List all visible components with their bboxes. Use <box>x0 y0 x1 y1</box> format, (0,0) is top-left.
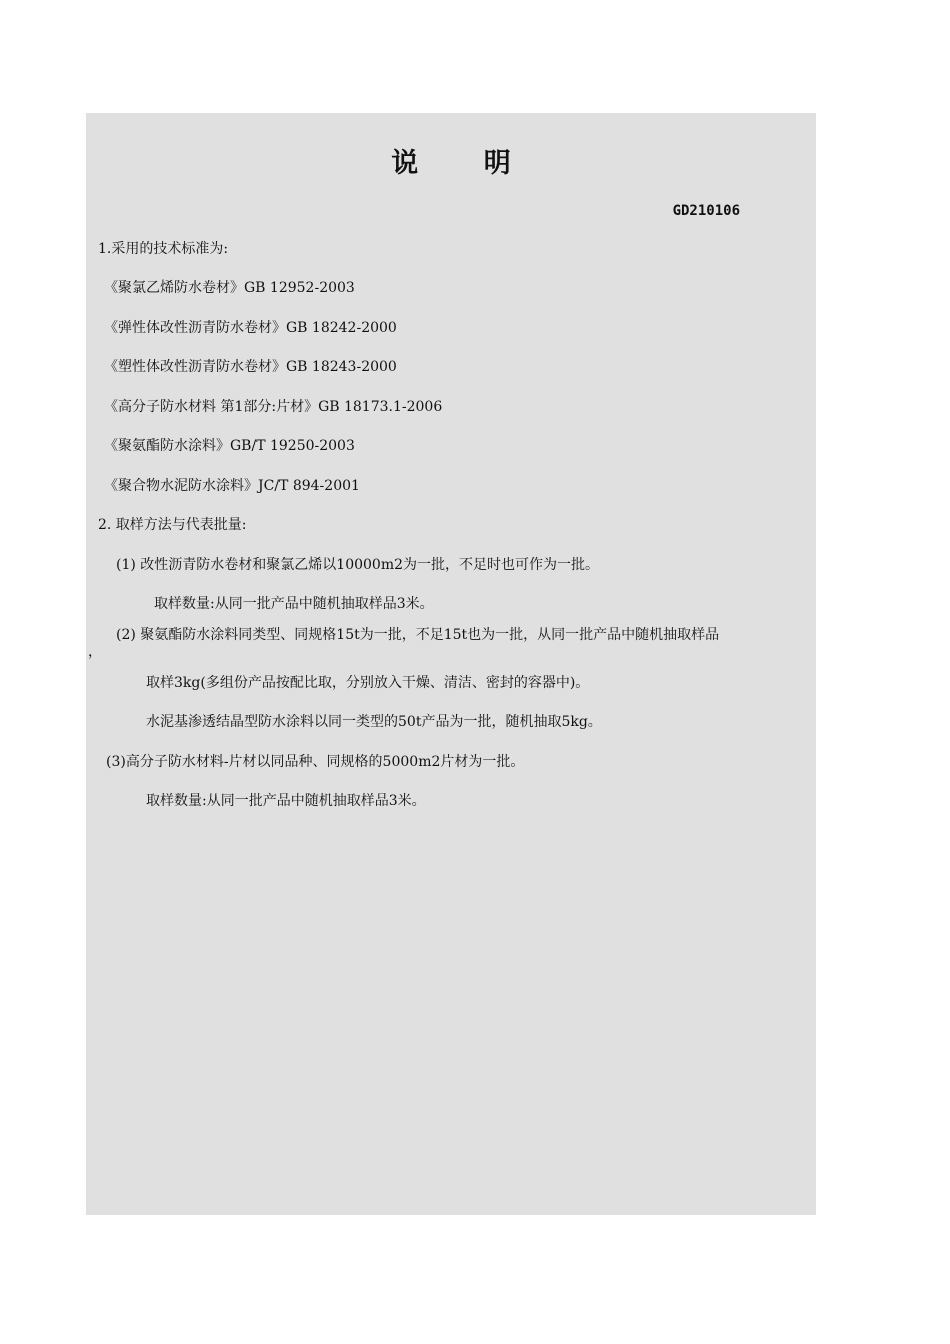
document-code: GD210106 <box>672 203 740 219</box>
sampling-item-2-comma: ， <box>88 644 102 660</box>
standard-item: 《聚合物水泥防水涂料》JC/T 894-2001 <box>104 478 360 494</box>
sampling-item-2-quantity: 取样3kg(多组份产品按配比取，分别放入干燥、清洁、密封的容器中)。 <box>146 675 590 691</box>
standard-item: 《塑性体改性沥青防水卷材》GB 18243-2000 <box>104 359 397 375</box>
section1-heading: 1.采用的技术标准为: <box>98 241 229 257</box>
page-title: 说 明 <box>391 148 539 179</box>
standard-item: 《聚氨酯防水涂料》GB/T 19250-2003 <box>104 438 355 454</box>
document-sheet <box>86 113 816 1215</box>
section2-heading: 2. 取样方法与代表批量: <box>98 517 247 533</box>
sampling-item-2: (2) 聚氨酯防水涂料同类型、同规格15t为一批，不足15t也为一批，从同一批产品中随机抽取样品 <box>116 627 720 643</box>
standard-item: 《聚氯乙烯防水卷材》GB 12952-2003 <box>104 280 355 296</box>
sampling-item-2-cement: 水泥基渗透结晶型防水涂料以同一类型的50t产品为一批，随机抽取5kg。 <box>146 714 602 730</box>
sampling-item-1-quantity: 取样数量:从同一批产品中随机抽取样品3米。 <box>154 596 434 612</box>
sampling-item-1: (1) 改性沥青防水卷材和聚氯乙烯以10000m2为一批，不足时也可作为一批。 <box>116 557 599 573</box>
sampling-item-3-quantity: 取样数量:从同一批产品中随机抽取样品3米。 <box>146 793 426 809</box>
standard-item: 《弹性体改性沥青防水卷材》GB 18242-2000 <box>104 320 397 336</box>
standard-item: 《高分子防水材料 第1部分:片材》GB 18173.1-2006 <box>104 399 443 415</box>
sampling-item-3: (3)高分子防水材料-片材以同品种、同规格的5000m2片材为一批。 <box>106 754 525 770</box>
